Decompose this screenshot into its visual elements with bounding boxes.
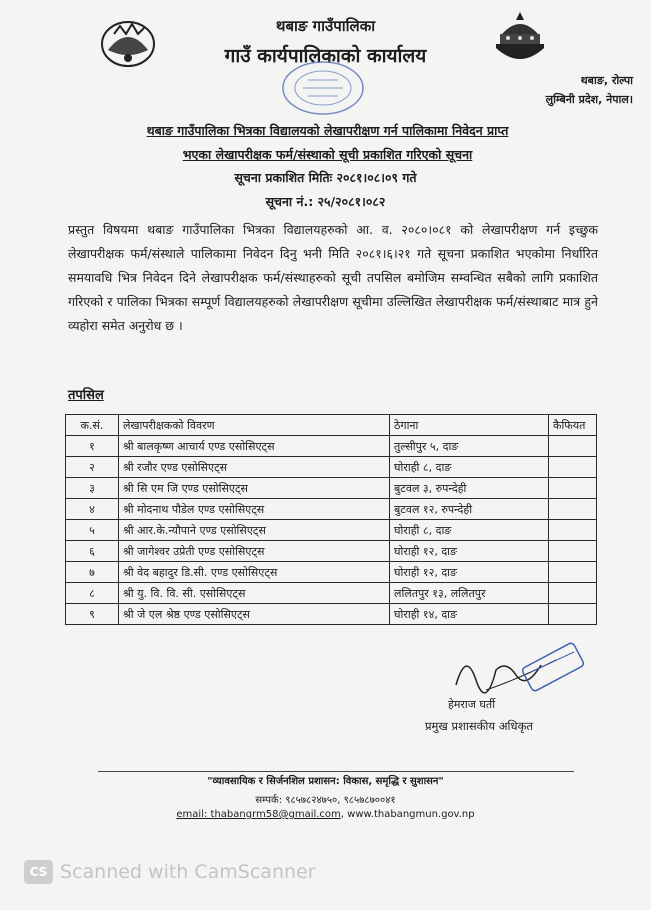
municipality-name: थबाङ गाउँपालिका bbox=[275, 17, 376, 35]
website-link[interactable]: , www.thabangmun.gov.np bbox=[340, 809, 475, 820]
notice-body: प्रस्तुत विषयमा थबाङ गाउँपालिका भित्रका विद्यालयहरुको आ. व. २०८०।०८१ को लेखापरीक्षण गर्न इच्छुक लेखापरीक्षक फर्म/संस्थाले पालिकामा निवेदन दिनु भनी मिति २०८१।६।२१ गते सूचना प्रकाशित भएकोमा निर्धारित समयावधि भित्र निवेदन दिने लेखापरीक्षक फर्म/संस्थाहरुको सूची तपसिल बमोजिम सम्वन्धित सबैको लागि प्रकाशित गरिएको र पालिका भित्रका सम्पूर्ण विद्यालयहरुको लेखापरीक्षण सूचीमा उल्लिखित लेखापरीक्षक फर्म/संस्थाबाट मात्र हुने व्यहोरा समेत अनुरोध छ । bbox=[68, 222, 598, 333]
cell-auditor: श्री जे एल श्रेष्ठ एण्ड एसोसिएट्स bbox=[119, 604, 390, 625]
office-name: गाउँ कार्यपालिकाको कार्यालय bbox=[224, 45, 427, 67]
table-row bbox=[66, 457, 597, 478]
cell-address: घोराही ८, दाङ bbox=[390, 457, 549, 478]
notice-title bbox=[40, 119, 615, 167]
signatory-name: हेमराज घर्ती bbox=[448, 698, 496, 711]
cell-auditor: श्री रजौर एण्ड एसोसिएट्स bbox=[119, 457, 390, 478]
cell-address: घोराही १२, दाङ bbox=[390, 562, 549, 583]
signatory-designation: प्रमुख प्रशासकीय अधिकृत bbox=[425, 719, 533, 733]
table-row bbox=[66, 562, 597, 583]
cell-auditor: श्री जागेश्वर उप्रेती एण्ड एसोसिएट्स bbox=[119, 541, 390, 562]
cell-serial: ८ bbox=[66, 583, 119, 604]
cell-address: घोराही ८, दाङ bbox=[390, 520, 549, 541]
table-row bbox=[66, 583, 597, 604]
cell-remarks bbox=[549, 604, 597, 625]
cell-remarks bbox=[549, 499, 597, 520]
col-serial: क.सं. bbox=[66, 415, 119, 436]
signature-stamp-icon bbox=[446, 640, 586, 700]
cell-address: घोराही १४, दाङ bbox=[390, 604, 549, 625]
notice-number: सूचना नं.: २५/२०८१।०८२ bbox=[265, 194, 386, 209]
footer-motto: "व्यावसायिक र सिर्जनशिल प्रशासन: विकास, समृद्धि र सुशासन" bbox=[207, 776, 444, 787]
table-row bbox=[66, 541, 597, 562]
footer-contact bbox=[0, 809, 651, 820]
cell-auditor: श्री यु. वि. वि. सी. एसोसिएट्स bbox=[119, 583, 390, 604]
footer-phone: सम्पर्क: ९८५७८२४७५०, ९८५७८७००४१ bbox=[255, 795, 396, 806]
published-date: सूचना प्रकाशित मितिः २०८१।०८।०९ गते bbox=[234, 170, 417, 185]
table-row bbox=[66, 478, 597, 499]
table-row bbox=[66, 520, 597, 541]
cell-auditor: श्री सि एम जि एण्ड एसोसिएट्स bbox=[119, 478, 390, 499]
cell-serial: ४ bbox=[66, 499, 119, 520]
cell-remarks bbox=[549, 583, 597, 604]
cell-remarks bbox=[549, 520, 597, 541]
cell-serial: ५ bbox=[66, 520, 119, 541]
cell-auditor: श्री वेद बहादुर डि.सी. एण्ड एसोसिएट्स bbox=[119, 562, 390, 583]
cell-auditor: श्री बालकृष्ण आचार्य एण्ड एसोसिएट्स bbox=[119, 436, 390, 457]
table-row bbox=[66, 499, 597, 520]
cell-address: बुटवल ३, रुपन्देही bbox=[390, 478, 549, 499]
details-heading: तपसिल bbox=[68, 388, 104, 403]
col-address: ठेगाना bbox=[390, 415, 549, 436]
cell-remarks bbox=[549, 436, 597, 457]
cell-serial: ६ bbox=[66, 541, 119, 562]
cell-serial: १ bbox=[66, 436, 119, 457]
cell-serial: ९ bbox=[66, 604, 119, 625]
auditor-table bbox=[65, 414, 597, 625]
col-auditor: लेखापरीक्षकको विवरण bbox=[119, 415, 390, 436]
office-address bbox=[546, 71, 633, 109]
cell-auditor: श्री मोदनाथ पौडेल एण्ड एसोसिएट्स bbox=[119, 499, 390, 520]
cell-serial: २ bbox=[66, 457, 119, 478]
cell-remarks bbox=[549, 478, 597, 499]
table-header-row bbox=[66, 415, 597, 436]
title-line: भएका लेखापरीक्षक फर्म/संस्थाको सूची प्रकाशित गरिएको सूचना bbox=[182, 147, 473, 162]
cell-serial: ७ bbox=[66, 562, 119, 583]
email-link[interactable]: email: thabangrm58@gmail.com bbox=[176, 809, 341, 820]
cell-remarks bbox=[549, 457, 597, 478]
cell-remarks bbox=[549, 541, 597, 562]
camscanner-watermark bbox=[24, 860, 316, 884]
footer-divider bbox=[98, 771, 574, 772]
title-line: थबाङ गाउँपालिका भित्रका विद्यालयको लेखापरीक्षण गर्न पालिकामा निवेदन प्राप्त bbox=[146, 123, 509, 138]
cell-address: तुल्सीपुर ५, दाङ bbox=[390, 436, 549, 457]
cell-address: बुटवल १२, रुपन्देही bbox=[390, 499, 549, 520]
address-line: थबाङ, रोल्पा bbox=[580, 74, 633, 87]
watermark-text: Scanned with CamScanner bbox=[60, 861, 316, 883]
cell-address: ललितपुर १३, ललितपुर bbox=[390, 583, 549, 604]
cell-serial: ३ bbox=[66, 478, 119, 499]
cell-auditor: श्री आर.के.न्यौपाने एण्ड एसोसिएट्स bbox=[119, 520, 390, 541]
camscanner-logo-icon: CS bbox=[24, 860, 53, 884]
office-stamp-icon bbox=[278, 58, 368, 118]
cell-address: घोराही १२, दाङ bbox=[390, 541, 549, 562]
table-row bbox=[66, 604, 597, 625]
cell-remarks bbox=[549, 562, 597, 583]
address-line: लुम्बिनी प्रदेश, नेपाल। bbox=[545, 93, 633, 106]
table-row bbox=[66, 436, 597, 457]
col-remarks: कैफियत bbox=[549, 415, 597, 436]
